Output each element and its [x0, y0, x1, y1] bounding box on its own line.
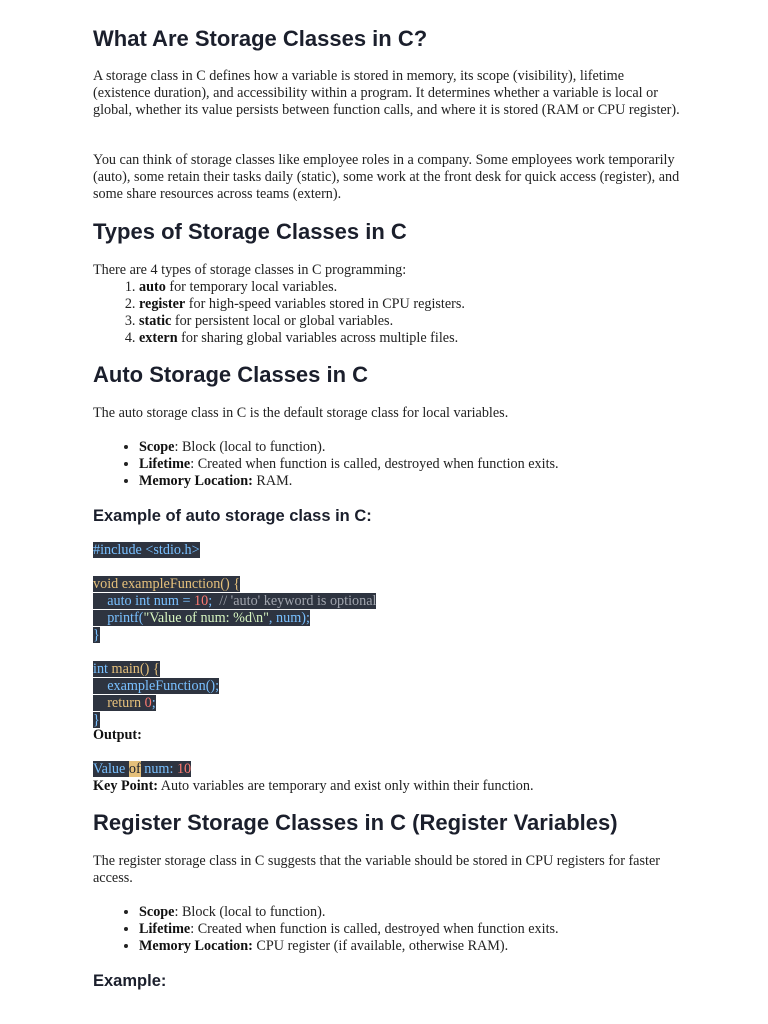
list-item	[139, 296, 683, 313]
term: Scope	[139, 439, 175, 455]
code-keyword: return	[93, 695, 145, 711]
desc: : Block (local to function).	[174, 439, 326, 455]
paragraph-definition: A storage class in C defines how a variable is stored in memory, its scope (visibility), lifetime (existence duration), and accessibility within a program. It determines whether a variable is local or global, whether its value persists between function calls, and where it is stored (RAM or CPU register).	[93, 68, 680, 118]
term: Scope	[139, 904, 175, 920]
heading-auto-example: Example of auto storage class in C:	[93, 507, 372, 525]
list-item	[139, 439, 729, 456]
types-section	[93, 262, 683, 347]
key-point-label: Key Point:	[93, 778, 159, 794]
code-line: }	[93, 627, 100, 643]
code-comment: // 'auto' keyword is optional	[219, 593, 377, 609]
types-list	[93, 279, 683, 347]
paragraph-analogy: You can think of storage classes like employee roles in a company. Some employees work temporarily (auto), some retain their tasks daily (static), some work at the front desk for quick access (register), and some share resources across teams (extern).	[93, 152, 680, 202]
heading-register: Register Storage Classes in C (Register Variables)	[93, 810, 618, 835]
code-line: }	[93, 712, 100, 728]
term: Lifetime	[139, 921, 191, 937]
list-item	[139, 279, 683, 296]
output-number: 10	[176, 761, 192, 777]
code-text: int num =	[135, 593, 195, 609]
desc: : Created when function is called, destroyed when function exits.	[190, 921, 559, 937]
key-point	[93, 778, 534, 795]
register-bullets	[93, 904, 729, 955]
desc: for sharing global variables across multiple files.	[177, 330, 459, 346]
code-string: "Value of num: %d\n"	[143, 610, 269, 626]
key-point-text: Auto variables are temporary and exist only within their function.	[158, 778, 534, 794]
code-number: 10	[194, 593, 209, 609]
desc: : Block (local to function).	[174, 904, 326, 920]
code-keyword: void	[93, 576, 122, 592]
term: Memory Location:	[139, 473, 253, 489]
list-item	[139, 456, 729, 473]
desc: for persistent local or global variables.	[171, 313, 394, 329]
code-keyword: int	[93, 661, 112, 677]
list-item	[139, 904, 729, 921]
code-number: 0	[144, 695, 152, 711]
output-text: Value	[93, 761, 129, 777]
desc: CPU register (if available, otherwise RAM).	[252, 938, 509, 954]
term: extern	[139, 330, 178, 346]
code-keyword: auto	[93, 593, 136, 609]
desc: : Created when function is called, destroyed when function exits.	[190, 456, 559, 472]
output-block	[93, 761, 191, 778]
output-text: num:	[140, 761, 177, 777]
list-item	[139, 938, 729, 955]
code-line: #include <stdio.h>	[93, 542, 200, 558]
list-item	[139, 330, 683, 347]
list-item	[139, 473, 729, 490]
list-item	[139, 313, 683, 330]
code-text: printf(	[93, 610, 144, 626]
term: static	[139, 313, 172, 329]
code-line: exampleFunction();	[93, 678, 220, 694]
register-intro: The register storage class in C suggests that the variable should be stored in CPU registers for faster access.	[93, 853, 660, 886]
heading-auto: Auto Storage Classes in C	[93, 362, 369, 387]
heading-storage-classes: What Are Storage Classes in C?	[93, 26, 428, 51]
desc: for temporary local variables.	[165, 279, 338, 295]
types-intro: There are 4 types of storage classes in C programming:	[93, 262, 407, 278]
heading-types: Types of Storage Classes in C	[93, 219, 407, 244]
term: Lifetime	[139, 456, 191, 472]
code-text: ;	[208, 593, 220, 609]
term: Memory Location:	[139, 938, 253, 954]
desc: RAM.	[252, 473, 293, 489]
code-block-auto	[93, 542, 376, 729]
desc: for high-speed variables stored in CPU registers.	[185, 296, 465, 312]
code-text: ;	[151, 695, 156, 711]
term: auto	[139, 279, 166, 295]
term: register	[139, 296, 186, 312]
list-item	[139, 921, 729, 938]
output-label	[93, 727, 142, 744]
heading-register-example: Example:	[93, 972, 167, 990]
auto-intro: The auto storage class in C is the default storage class for local variables.	[93, 405, 509, 421]
auto-bullets	[93, 439, 729, 490]
code-function: exampleFunction() {	[121, 576, 241, 592]
code-text: , num);	[268, 610, 310, 626]
output-label-text: Output:	[93, 727, 142, 743]
output-text: of	[128, 761, 141, 777]
code-function: main() {	[111, 661, 160, 677]
